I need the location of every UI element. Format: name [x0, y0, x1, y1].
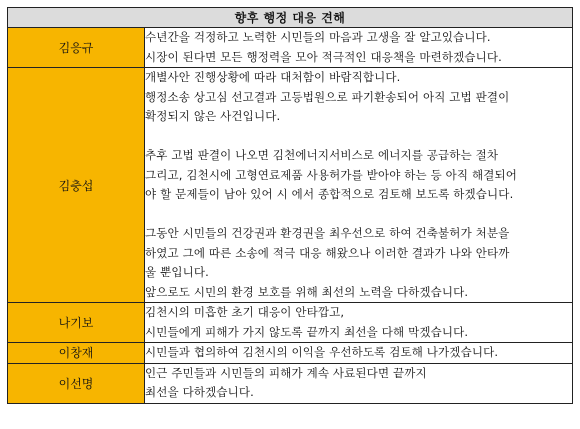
statement-line: 추후 고법 판결이 나오면 김천에너지서비스로 에너지를 공급하는 절차	[145, 148, 499, 162]
statement-line: 시민들과 협의하여 김천시의 이익을 우선하도록 검토해 나가겠습니다.	[145, 345, 499, 359]
table-row	[8, 68, 573, 303]
table-row	[8, 343, 573, 364]
paragraph-gap	[145, 127, 572, 147]
candidate-statement	[145, 28, 573, 68]
statement-line: 시장이 된다면 모든 행정력을 모아 적극적인 대응책을 마련하겠습니다.	[145, 49, 502, 64]
statement-line: 시민들에게 피해가 가지 않도록 끝까지 최선을 다해 막겠습니다.	[145, 324, 469, 339]
statement-line: 울 뿐입니다.	[145, 265, 209, 279]
candidate-statement	[145, 343, 573, 364]
table-row	[8, 363, 573, 403]
paragraph-gap	[145, 205, 572, 225]
statement-line: 하였고 그에 따른 소송에 적극 대응 해왔으나 이러한 결과가 나와 안타까	[145, 245, 510, 260]
table-row	[8, 303, 573, 343]
candidate-statement	[145, 68, 573, 303]
statement-line: 최선을 다하겠습니다.	[145, 385, 254, 399]
candidate-statement	[145, 303, 573, 343]
statement-line: 수년간을 걱정하고 노력한 시민들의 마음과 고생을 잘 알고있습니다.	[145, 30, 491, 44]
statement-line: 그동안 시민들의 건강권과 환경권을 최우선으로 하여 건축불허가 처분을	[145, 226, 510, 240]
statement-line: 그리고, 김천시에 고형연료제품 사용허가를 받아야 하는 등 아직 해결되어	[145, 167, 518, 182]
statement-line: 앞으로도 시민의 환경 보호를 위해 최선의 노력을 다하겠습니다.	[145, 284, 469, 299]
candidate-name: 김응규	[8, 28, 145, 68]
statement-line: 개별사안 진행상황에 따라 대처함이 바람직합니다.	[145, 70, 401, 84]
candidate-name: 이창재	[8, 343, 145, 364]
statement-line: 인근 주민들과 시민들의 피해가 계속 사료된다면 끝까지	[145, 365, 427, 380]
candidate-name: 이선명	[8, 363, 145, 403]
candidate-statement	[145, 363, 573, 403]
candidate-name: 김충섭	[8, 68, 145, 303]
opinions-table	[7, 7, 573, 404]
table-body	[8, 28, 573, 404]
table-title: 향후 행정 대응 견해	[8, 8, 573, 28]
table-row	[8, 28, 573, 68]
statement-line: 확정되지 않은 사건입니다.	[145, 109, 281, 123]
title-row	[8, 8, 573, 28]
candidate-name: 나기보	[8, 303, 145, 343]
statement-line: 김천시의 미흡한 초기 대응이 안타깝고,	[145, 305, 345, 319]
statement-line: 야 할 문제들이 남아 있어 시 에서 종합적으로 검토해 보도록 하겠습니다.	[145, 187, 514, 201]
statement-line: 행정소송 상고심 선고결과 고등법원으로 파기환송되어 아직 고법 판결이	[145, 89, 510, 104]
